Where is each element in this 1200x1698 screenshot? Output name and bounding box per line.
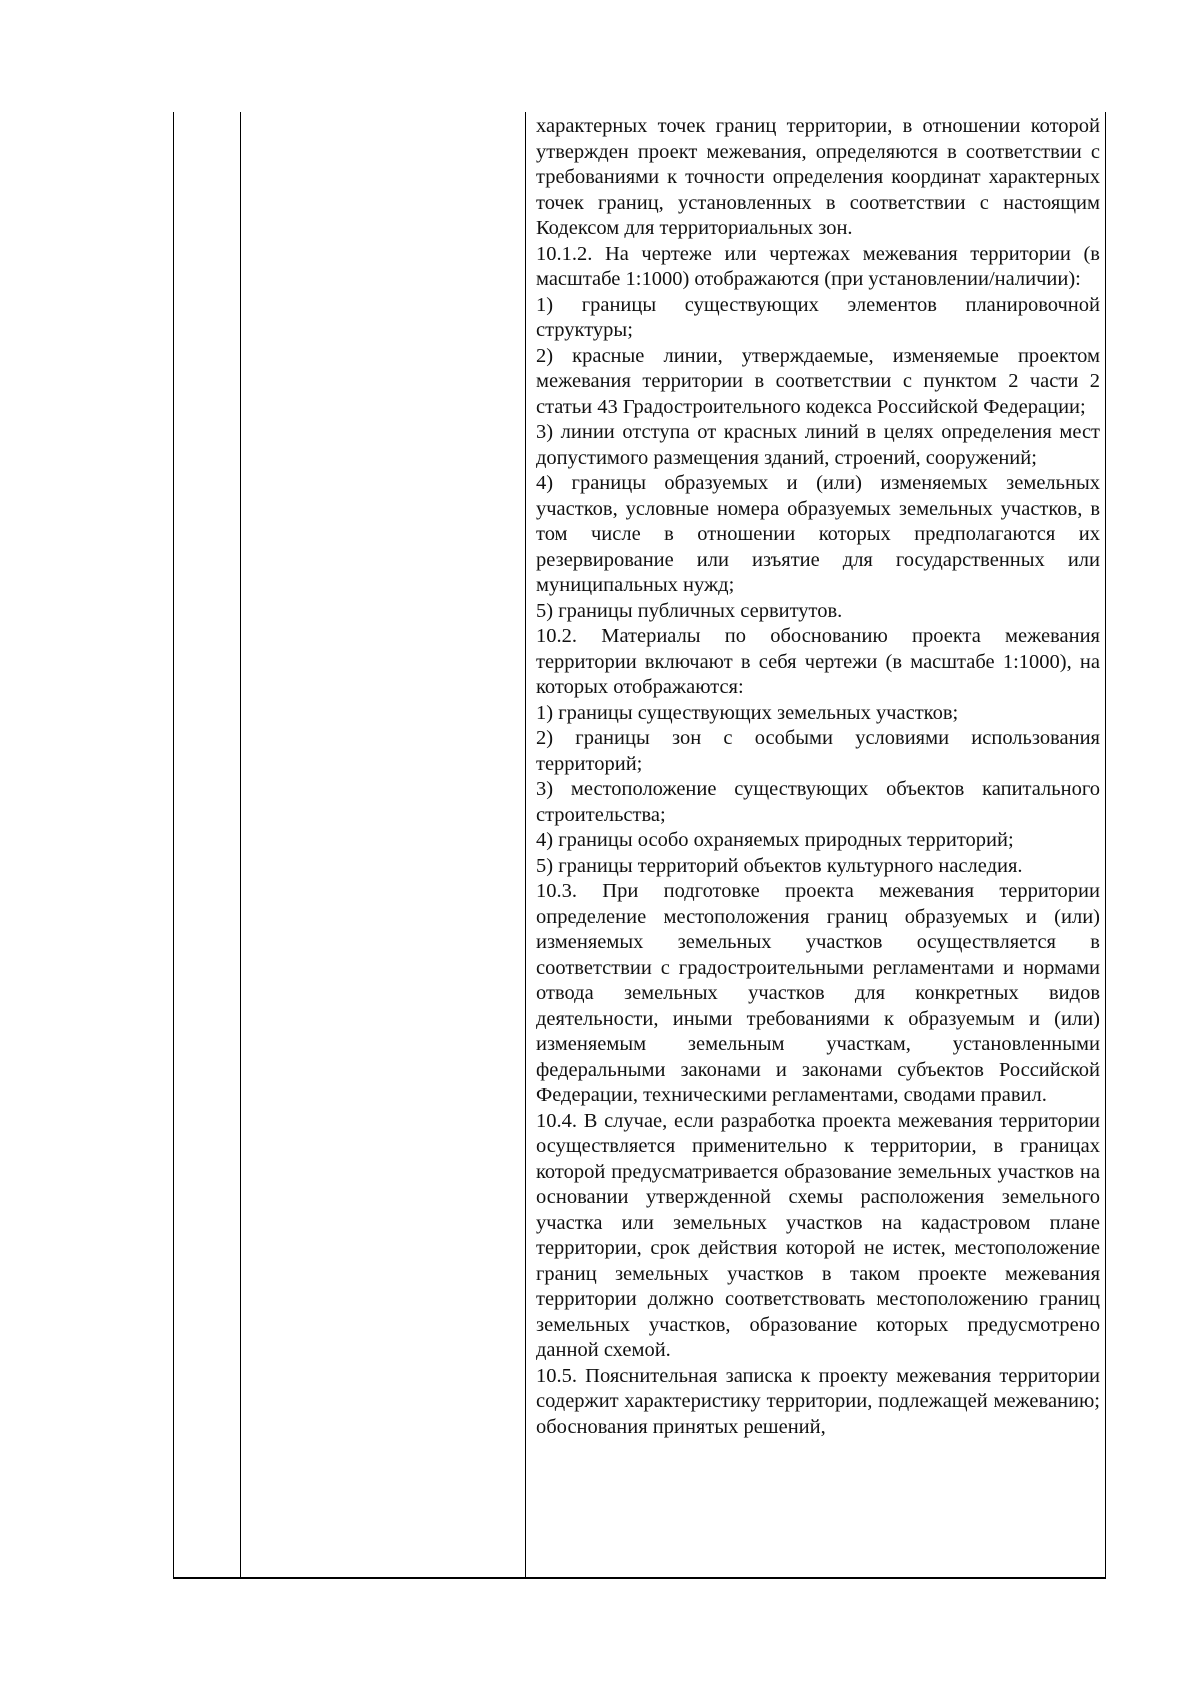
paragraph: 3) линии отступа от красных линий в целях определения мест допустимого размещения зданий, строений, сооружений; [536,421,1100,469]
paragraph: 1) границы существующих элементов планировочной структуры; [536,293,1100,341]
paragraph: 5) границы территорий объектов культурного наследия. [536,854,1023,877]
table-cell-content [536,114,1100,1440]
paragraph: 10.5. Пояснительная записка к проекту межевания территории содержит характеристику территории, подлежащей межеванию; обоснования принятых решений, [536,1364,1100,1438]
paragraph: 10.2. Материалы по обоснованию проекта межевания территории включают в себя чертежи (в масштабе 1:1000), на которых отображаются: [536,625,1100,698]
paragraph: характерных точек границ территории, в отношении которой утвержден проект межевания, определяются в соответствии с требованиями к точности определения координат характерных точек границ, установленных в соответствии с настоящим Кодексом для территориальных зон. [536,115,1100,239]
column-divider-2 [525,112,526,1579]
paragraph: 4) границы особо охраняемых природных территорий; [536,829,1014,851]
paragraph: 2) границы зон с особыми условиями использования территорий; [536,727,1100,775]
column-divider-1 [240,112,241,1579]
paragraph: 4) границы образуемых и (или) изменяемых земельных участков, условные номера образуемых земельных участков, в том числе в отношении которых предполагаются их резервирование или изъятие для государственных или муниципальных нужд; [536,472,1100,596]
paragraph: 10.1.2. На чертеже или чертежах межевания территории (в масштабе 1:1000) отображаются (при установлении/наличии): [536,242,1100,290]
paragraph: 10.3. При подготовке проекта межевания территории определение местоположения границ образуемых и (или) изменяемых земельных участков осуществляется в соответствии с градостроительными регламентами и нормами отвода земельных участков для конкретных видов деятельности, иными требованиями к образуемым и (или) изменяемым земельным участкам, установленными федеральными законами и законами субъектов Российской Федерации, техническими регламентами, сводами правил. [536,880,1100,1106]
paragraph: 10.4. В случае, если разработка проекта межевания территории осуществляется применительно к территории, в границах которой предусматривается образование земельных участков на основании утвержденной схемы расположения земельного участка или земельных участков на кадастровом плане территории, срок действия которой не истек, местоположение границ земельных участков в таком проекте межевания территории должно соответствовать местоположению границ земельных участков, образование которых предусмотрено данной схемой. [536,1109,1100,1361]
paragraph: 1) границы существующих земельных участков; [536,701,959,724]
paragraph: 2) красные линии, утверждаемые, изменяемые проектом межевания территории в соответствии с пунктом 2 части 2 статьи 43 Градостроительного кодекса Российской Федерации; [536,344,1100,418]
paragraph: 3) местоположение существующих объектов капитального строительства; [536,778,1100,826]
paragraph: 5) границы публичных сервитутов. [536,599,843,622]
